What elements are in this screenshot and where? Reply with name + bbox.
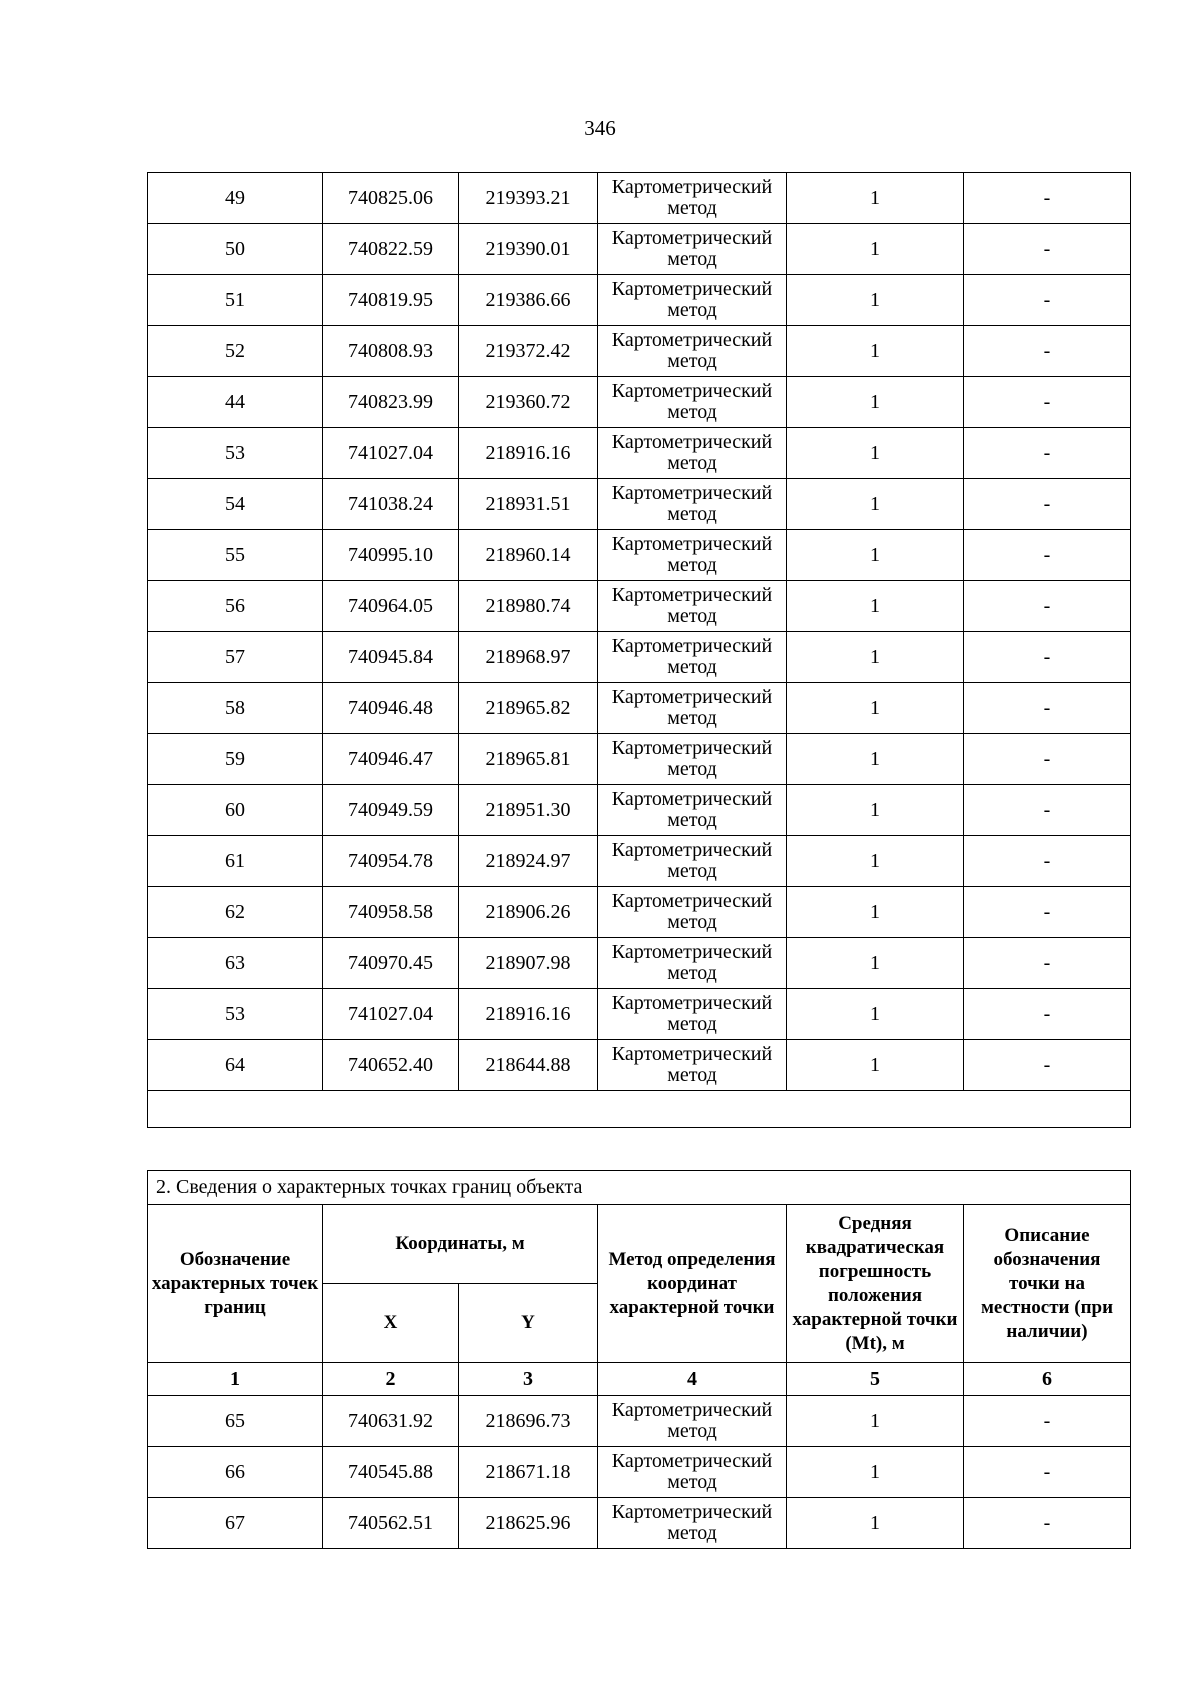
method-cell: Картометрический метод — [598, 734, 787, 785]
table-row — [148, 530, 1131, 581]
description-cell: - — [964, 734, 1131, 785]
table-row — [148, 377, 1131, 428]
mt-cell: 1 — [787, 1447, 964, 1498]
point-cell: 67 — [148, 1498, 323, 1549]
mt-cell: 1 — [787, 377, 964, 428]
x-coordinate-cell: 741038.24 — [323, 479, 459, 530]
x-coordinate-cell: 740822.59 — [323, 224, 459, 275]
x-coordinate-cell: 740808.93 — [323, 326, 459, 377]
x-coordinate-cell: 740958.58 — [323, 887, 459, 938]
method-cell: Картометрический метод — [598, 173, 787, 224]
method-cell: Картометрический метод — [598, 1396, 787, 1447]
point-cell: 58 — [148, 683, 323, 734]
method-cell: Картометрический метод — [598, 326, 787, 377]
point-cell: 55 — [148, 530, 323, 581]
method-cell: Картометрический метод — [598, 632, 787, 683]
x-coordinate-cell: 740819.95 — [323, 275, 459, 326]
description-cell: - — [964, 683, 1131, 734]
y-coordinate-cell: 219360.72 — [459, 377, 598, 428]
description-cell: - — [964, 479, 1131, 530]
x-coordinate-cell: 740949.59 — [323, 785, 459, 836]
x-coordinate-cell: 740825.06 — [323, 173, 459, 224]
y-coordinate-cell: 218965.81 — [459, 734, 598, 785]
method-cell: Картометрический метод — [598, 1447, 787, 1498]
table-row — [148, 836, 1131, 887]
method-cell: Картометрический метод — [598, 530, 787, 581]
point-cell: 61 — [148, 836, 323, 887]
x-coordinate-cell: 741027.04 — [323, 428, 459, 479]
y-coordinate-cell: 218916.16 — [459, 428, 598, 479]
table-row — [148, 1447, 1131, 1498]
y-coordinate-cell: 218644.88 — [459, 1040, 598, 1091]
table-row — [148, 275, 1131, 326]
point-cell: 56 — [148, 581, 323, 632]
description-cell: - — [964, 785, 1131, 836]
description-cell: - — [964, 887, 1131, 938]
table-row — [148, 1396, 1131, 1447]
page-number: 346 — [584, 116, 616, 140]
column-number: 2 — [323, 1363, 459, 1396]
point-cell: 54 — [148, 479, 323, 530]
y-coordinate-cell: 218980.74 — [459, 581, 598, 632]
method-cell: Картометрический метод — [598, 938, 787, 989]
point-cell: 59 — [148, 734, 323, 785]
mt-cell: 1 — [787, 734, 964, 785]
mt-cell: 1 — [787, 173, 964, 224]
x-coordinate-cell: 740970.45 — [323, 938, 459, 989]
description-cell: - — [964, 1396, 1131, 1447]
column-number: 1 — [148, 1363, 323, 1396]
y-coordinate-cell: 219390.01 — [459, 224, 598, 275]
description-cell: - — [964, 1040, 1131, 1091]
column-numbers-row — [148, 1363, 1131, 1396]
description-cell: - — [964, 275, 1131, 326]
point-cell: 66 — [148, 1447, 323, 1498]
mt-cell: 1 — [787, 887, 964, 938]
y-coordinate-cell: 218965.82 — [459, 683, 598, 734]
point-cell: 64 — [148, 1040, 323, 1091]
x-coordinate-cell: 741027.04 — [323, 989, 459, 1040]
method-cell: Картометрический метод — [598, 1040, 787, 1091]
description-cell: - — [964, 581, 1131, 632]
y-coordinate-cell: 218924.97 — [459, 836, 598, 887]
y-coordinate-cell: 218625.96 — [459, 1498, 598, 1549]
mt-cell: 1 — [787, 989, 964, 1040]
section-title: 2. Сведения о характерных точках границ объекта — [148, 1171, 1131, 1205]
x-coordinate-cell: 740631.92 — [323, 1396, 459, 1447]
point-cell: 44 — [148, 377, 323, 428]
table-row — [148, 734, 1131, 785]
x-coordinate-cell: 740954.78 — [323, 836, 459, 887]
point-cell: 53 — [148, 428, 323, 479]
method-cell: Картометрический метод — [598, 428, 787, 479]
method-cell: Картометрический метод — [598, 377, 787, 428]
mt-cell: 1 — [787, 836, 964, 887]
mt-cell: 1 — [787, 1498, 964, 1549]
mt-cell: 1 — [787, 1396, 964, 1447]
column-number: 3 — [459, 1363, 598, 1396]
table-row — [148, 581, 1131, 632]
y-coordinate-cell: 219372.42 — [459, 326, 598, 377]
table-row — [148, 224, 1131, 275]
description-cell: - — [964, 530, 1131, 581]
x-coordinate-cell: 740964.05 — [323, 581, 459, 632]
description-cell: - — [964, 938, 1131, 989]
description-cell: - — [964, 224, 1131, 275]
method-cell: Картометрический метод — [598, 479, 787, 530]
table-row — [148, 887, 1131, 938]
description-cell: - — [964, 428, 1131, 479]
table-row — [148, 173, 1131, 224]
table-row — [148, 428, 1131, 479]
x-coordinate-cell: 740946.48 — [323, 683, 459, 734]
x-coordinate-cell: 740946.47 — [323, 734, 459, 785]
table-row — [148, 1040, 1131, 1091]
mt-cell: 1 — [787, 428, 964, 479]
table-row — [148, 632, 1131, 683]
x-coordinate-cell: 740562.51 — [323, 1498, 459, 1549]
point-cell: 60 — [148, 785, 323, 836]
y-coordinate-cell: 218960.14 — [459, 530, 598, 581]
mt-cell: 1 — [787, 632, 964, 683]
method-cell: Картометрический метод — [598, 785, 787, 836]
table-row — [148, 683, 1131, 734]
method-cell: Картометрический метод — [598, 683, 787, 734]
x-coordinate-cell: 740652.40 — [323, 1040, 459, 1091]
header-coordinates: Координаты, м — [323, 1205, 598, 1284]
y-coordinate-cell: 219393.21 — [459, 173, 598, 224]
y-coordinate-cell: 218906.26 — [459, 887, 598, 938]
mt-cell: 1 — [787, 326, 964, 377]
table-row — [148, 938, 1131, 989]
description-cell: - — [964, 1498, 1131, 1549]
empty-row — [148, 1091, 1131, 1128]
point-cell: 65 — [148, 1396, 323, 1447]
boundary-points-table — [147, 1170, 1131, 1549]
description-cell: - — [964, 377, 1131, 428]
y-coordinate-cell: 218696.73 — [459, 1396, 598, 1447]
mt-cell: 1 — [787, 275, 964, 326]
mt-cell: 1 — [787, 683, 964, 734]
point-cell: 50 — [148, 224, 323, 275]
x-coordinate-cell: 740995.10 — [323, 530, 459, 581]
description-cell: - — [964, 632, 1131, 683]
method-cell: Картометрический метод — [598, 1498, 787, 1549]
table2-body — [148, 1171, 1131, 1549]
method-cell: Картометрический метод — [598, 887, 787, 938]
point-cell: 49 — [148, 173, 323, 224]
mt-cell: 1 — [787, 224, 964, 275]
y-coordinate-cell: 218907.98 — [459, 938, 598, 989]
description-cell: - — [964, 1447, 1131, 1498]
mt-cell: 1 — [787, 530, 964, 581]
table-row — [148, 785, 1131, 836]
method-cell: Картометрический метод — [598, 989, 787, 1040]
x-coordinate-cell: 740823.99 — [323, 377, 459, 428]
point-cell: 57 — [148, 632, 323, 683]
y-coordinate-cell: 218916.16 — [459, 989, 598, 1040]
mt-cell: 1 — [787, 785, 964, 836]
description-cell: - — [964, 173, 1131, 224]
header-y: Y — [459, 1284, 598, 1363]
method-cell: Картометрический метод — [598, 581, 787, 632]
header-mt: Средняя квадратическая погрешность положения характерной точки (Mt), м — [787, 1205, 964, 1363]
header-description: Описание обозначения точки на местности (при наличии) — [964, 1205, 1131, 1363]
point-cell: 53 — [148, 989, 323, 1040]
mt-cell: 1 — [787, 938, 964, 989]
y-coordinate-cell: 218931.51 — [459, 479, 598, 530]
y-coordinate-cell: 219386.66 — [459, 275, 598, 326]
description-cell: - — [964, 326, 1131, 377]
column-number: 4 — [598, 1363, 787, 1396]
header-point-designation: Обозначение характерных точек границ — [148, 1205, 323, 1363]
mt-cell: 1 — [787, 479, 964, 530]
method-cell: Картометрический метод — [598, 275, 787, 326]
column-number: 5 — [787, 1363, 964, 1396]
column-number: 6 — [964, 1363, 1131, 1396]
table-row — [148, 1498, 1131, 1549]
description-cell: - — [964, 989, 1131, 1040]
table1-body — [148, 173, 1131, 1128]
method-cell: Картометрический метод — [598, 836, 787, 887]
mt-cell: 1 — [787, 581, 964, 632]
header-x: X — [323, 1284, 459, 1363]
table-row — [148, 326, 1131, 377]
header-method: Метод определения координат характерной точки — [598, 1205, 787, 1363]
method-cell: Картометрический метод — [598, 224, 787, 275]
x-coordinate-cell: 740945.84 — [323, 632, 459, 683]
x-coordinate-cell: 740545.88 — [323, 1447, 459, 1498]
empty-cell — [148, 1091, 1131, 1128]
y-coordinate-cell: 218968.97 — [459, 632, 598, 683]
boundary-points-table-continued — [147, 172, 1131, 1128]
description-cell: - — [964, 836, 1131, 887]
y-coordinate-cell: 218671.18 — [459, 1447, 598, 1498]
table-row — [148, 989, 1131, 1040]
table-row — [148, 479, 1131, 530]
mt-cell: 1 — [787, 1040, 964, 1091]
y-coordinate-cell: 218951.30 — [459, 785, 598, 836]
point-cell: 62 — [148, 887, 323, 938]
point-cell: 51 — [148, 275, 323, 326]
point-cell: 52 — [148, 326, 323, 377]
point-cell: 63 — [148, 938, 323, 989]
